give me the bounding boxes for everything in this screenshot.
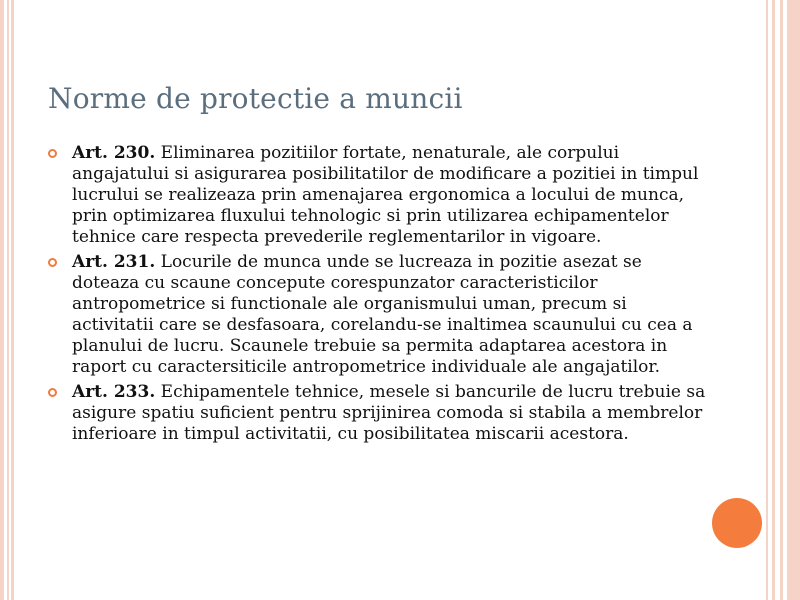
list-item — [48, 252, 708, 378]
right-decorative-border — [760, 0, 800, 600]
article-text: Eliminarea pozitiilor fortate, nenaturale, ale corpului angajatului si asigurarea posibilitatilor de modificare a pozitiei in timpul lucrului se realizeaza prin amenajarea ergonomica a locului de munca, prin optimizarea fluxului tehnologic si prin utilizarea echipamentelor tehnice care respecta prevederile reglementarilor in vigoare. — [72, 143, 699, 247]
article-text: Echipamentele tehnice, mesele si bancurile de lucru trebuie sa asigure spatiu suficient pentru sprijinirea comoda si stabila a membrelor inferioare in timpul activitatii, cu posibilitatea miscarii acestora. — [72, 382, 706, 444]
left-decorative-border — [0, 0, 16, 600]
article-number: Art. 231. — [72, 252, 156, 272]
bullet-list — [48, 143, 708, 449]
circle-bullet-icon — [48, 149, 57, 158]
circle-bullet-icon — [48, 258, 57, 267]
orange-circle-decoration — [712, 498, 762, 548]
article-number: Art. 230. — [72, 143, 156, 163]
list-item — [48, 143, 708, 248]
list-item — [48, 382, 708, 445]
slide-title: Norme de protectie a muncii — [48, 82, 463, 115]
article-text: Locurile de munca unde se lucreaza in pozitie asezat se doteaza cu scaune concepute corespunzator caracteristicilor antropometrice si functionale ale organismului uman, precum si activitatii care se desfasoara, corelandu-se inaltimea scaunului cu cea a planului de lucru. Scaunele trebuie sa permita adaptarea acestora in raport cu caractersiticile antropometrice individuale ale angajatilor. — [72, 252, 693, 377]
circle-bullet-icon — [48, 388, 57, 397]
article-number: Art. 233. — [72, 382, 156, 402]
